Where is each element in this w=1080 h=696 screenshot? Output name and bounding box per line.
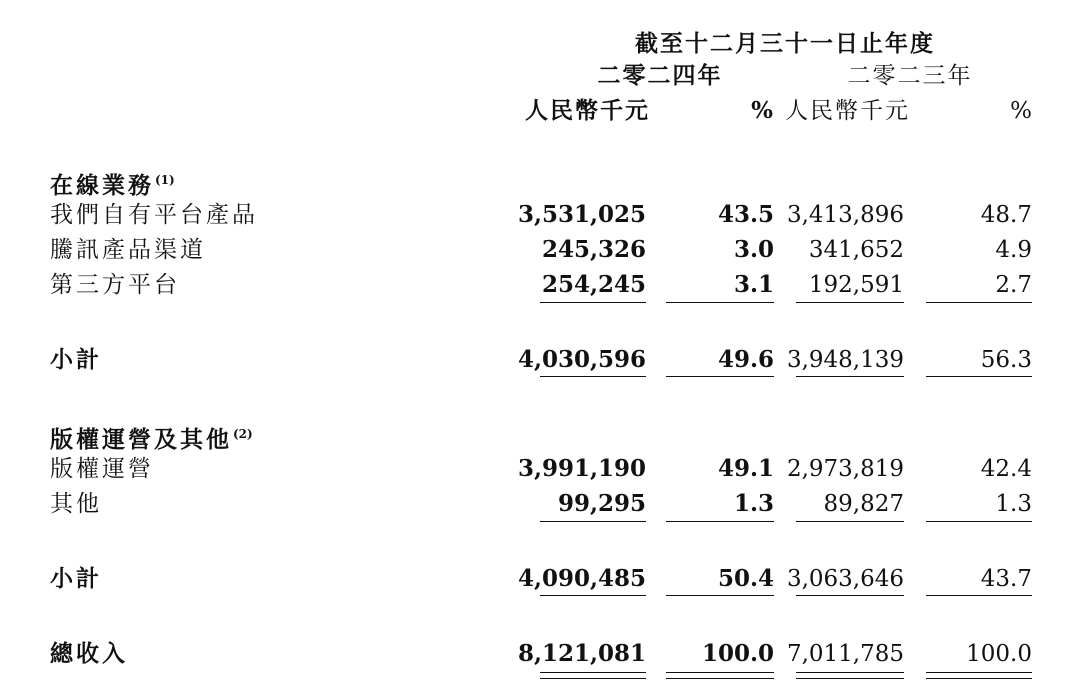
rule <box>540 595 646 596</box>
double-rule-top <box>540 672 646 673</box>
cell-2024-value: 3,991,190 <box>517 455 646 482</box>
footnote-marker: (2) <box>233 427 253 441</box>
subtotal-2023-value: 3,948,139 <box>786 347 904 373</box>
row-label: 其他 <box>50 491 102 517</box>
rule <box>796 376 904 377</box>
section-title-ip-operations: 版權運營及其他$^{(2)}$ <box>50 426 253 453</box>
rule <box>926 302 1032 303</box>
cell-2023-pct: 48.7 <box>980 202 1032 228</box>
total-2024-value: 8,121,081 <box>517 640 646 667</box>
rule <box>666 521 774 522</box>
subtotal-2024-pct: 49.6 <box>717 346 774 373</box>
rule <box>926 376 1032 377</box>
total-label: 總收入 <box>50 640 128 667</box>
cell-2023-pct: 4.9 <box>995 237 1032 263</box>
total-2024-pct: 100.0 <box>701 640 774 667</box>
double-rule-bottom <box>540 678 646 679</box>
subtotal-label: 小計 <box>50 346 102 373</box>
subtotal-2024-value: 4,090,485 <box>517 565 646 592</box>
rule <box>540 376 646 377</box>
rule <box>666 595 774 596</box>
cell-2024-pct: 1.3 <box>733 490 774 517</box>
cell-2024-pct: 49.1 <box>717 455 774 482</box>
section-title-online: 在線業務$^{(1)}$ <box>50 172 175 199</box>
row-label: 第三方平台 <box>50 272 180 298</box>
period-heading: 截至十二月三十一日止年度 <box>635 30 935 57</box>
rule <box>540 521 646 522</box>
cell-2024-pct: 43.5 <box>717 201 774 228</box>
pct-2023-heading: % <box>1010 98 1032 124</box>
currency-2024-heading: 人民幣千元 <box>525 97 650 124</box>
rule <box>666 376 774 377</box>
double-rule-bottom <box>926 678 1032 679</box>
subtotal-2024-value: 4,030,596 <box>517 346 646 373</box>
cell-2024-pct: 3.1 <box>733 271 774 298</box>
footnote-marker: (1) <box>155 173 175 187</box>
double-rule-top <box>796 672 904 673</box>
rule <box>926 521 1032 522</box>
rule <box>796 521 904 522</box>
row-label: 騰訊產品渠道 <box>50 237 206 263</box>
double-rule-top <box>666 672 774 673</box>
rule <box>666 302 774 303</box>
double-rule-bottom <box>796 678 904 679</box>
cell-2023-pct: 2.7 <box>995 272 1032 298</box>
currency-2023-heading: 人民幣千元 <box>785 98 910 124</box>
rule <box>796 595 904 596</box>
cell-2023-pct: 1.3 <box>995 491 1032 517</box>
subtotal-2023-value: 3,063,646 <box>786 566 904 592</box>
rule <box>540 302 646 303</box>
subtotal-label: 小計 <box>50 565 102 592</box>
year-2024-heading: 二零二四年 <box>597 62 723 89</box>
rule <box>796 302 904 303</box>
cell-2024-value: 245,326 <box>541 236 646 263</box>
cell-2024-pct: 3.0 <box>733 236 774 263</box>
year-2023-heading: 二零二三年 <box>847 63 973 89</box>
row-label: 版權運營 <box>50 456 154 482</box>
cell-2024-value: 254,245 <box>541 271 646 298</box>
cell-2024-value: 99,295 <box>557 490 646 517</box>
cell-2023-pct: 42.4 <box>980 456 1032 482</box>
double-rule-top <box>926 672 1032 673</box>
pct-2024-heading: % <box>751 97 773 124</box>
cell-2024-value: 3,531,025 <box>517 201 646 228</box>
cell-2023-value: 2,973,819 <box>786 456 904 482</box>
double-rule-bottom <box>666 678 774 679</box>
cell-2023-value: 3,413,896 <box>786 202 904 228</box>
cell-2023-value: 341,652 <box>808 237 904 263</box>
subtotal-2023-pct: 56.3 <box>980 347 1032 373</box>
cell-2023-value: 89,827 <box>823 491 904 517</box>
row-label: 我們自有平台產品 <box>50 202 258 228</box>
subtotal-2023-pct: 43.7 <box>980 566 1032 592</box>
cell-2023-value: 192,591 <box>808 272 904 298</box>
subtotal-2024-pct: 50.4 <box>717 565 774 592</box>
total-2023-pct: 100.0 <box>966 641 1032 667</box>
rule <box>926 595 1032 596</box>
total-2023-value: 7,011,785 <box>786 641 904 667</box>
